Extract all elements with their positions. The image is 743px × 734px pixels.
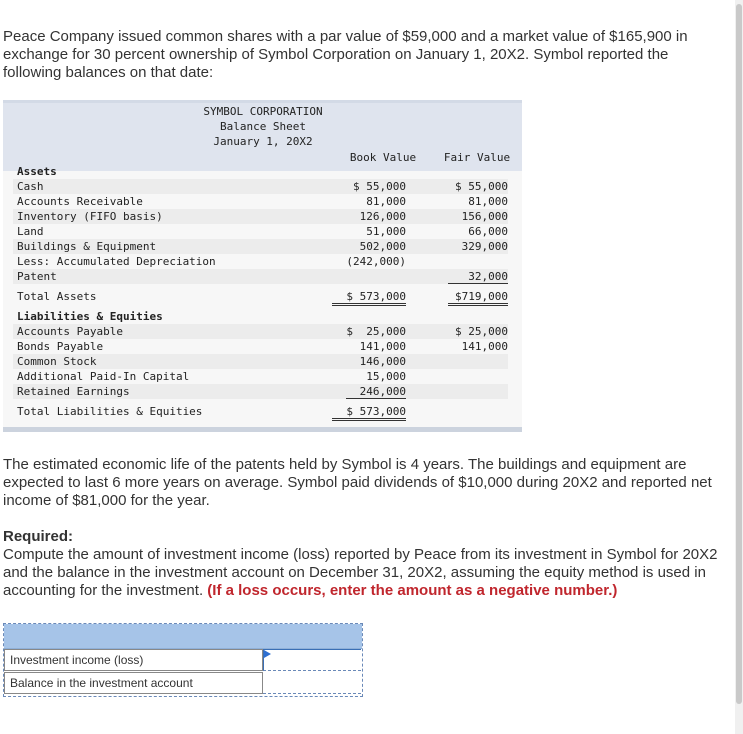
row-cash: Cash $ 55,000 $ 55,000: [13, 179, 508, 194]
investment-income-input[interactable]: [263, 649, 361, 671]
balance-sheet: [3, 100, 522, 432]
row-patent: Patent 32,000: [13, 269, 508, 284]
statement-date: January 1, 20X2: [213, 135, 313, 148]
balance-sheet-header: [3, 103, 522, 171]
vertical-scrollbar[interactable]: [735, 0, 743, 734]
investment-balance-input[interactable]: [263, 672, 361, 694]
required-heading: Required:: [3, 528, 74, 545]
answer-table-header: [4, 624, 362, 649]
input-pointer-icon: [264, 650, 271, 658]
row-bonds-payable: Bonds Payable 141,000 141,000: [17, 340, 508, 353]
required-text: Compute the amount of investment income (loss) reported by Peace from its investment in Symbol for 20X2 and the balance in the investment account on December 31, 20X2, assuming the equity method is used in accounting for the investment.: [3, 546, 718, 599]
answer-row-investment-balance: [4, 672, 362, 694]
row-accounts-payable: Accounts Payable $ 25,000 $ 25,000: [13, 324, 508, 339]
required-note: (If a loss occurs, enter the amount as a negative number.): [207, 582, 618, 599]
scrollbar-thumb[interactable]: [736, 4, 742, 704]
col-book-value: Book Value: [349, 151, 417, 164]
row-accounts-receivable: Accounts Receivable 81,000 81,000: [17, 195, 508, 208]
row-land: Land 51,000 66,000: [17, 225, 508, 238]
estimate-paragraph: The estimated economic life of the patents held by Symbol is 4 years. The buildings and equipment are expected to last 6 more years on average. Symbol paid dividends of $10,000 during 20X2 and reported net income of $81,000 for the year.: [3, 456, 712, 509]
investment-balance-label: Balance in the investment account: [4, 672, 263, 694]
required-paragraph: [3, 546, 729, 600]
row-additional-paid-in-capital: Additional Paid-In Capital 15,000: [17, 370, 406, 383]
row-retained-earnings: Retained Earnings 246,000: [13, 384, 508, 399]
statement-title: Balance Sheet: [219, 120, 307, 133]
row-total-assets: Total Assets $ 573,000 $719,000: [13, 289, 508, 304]
row-liabilities-heading: Liabilities & Equities: [17, 310, 163, 323]
row-common-stock: Common Stock 146,000: [13, 354, 508, 369]
row-buildings-equipment: Buildings & Equipment 502,000 329,000: [13, 239, 508, 254]
row-accumulated-depreciation: Less: Accumulated Depreciation (242,000): [17, 255, 406, 268]
row-inventory: Inventory (FIFO basis) 126,000 156,000: [13, 209, 508, 224]
problem-intro: Peace Company issued common shares with a par value of $59,000 and a market value of $165,900 in exchange for 30 percent ownership of Symbol Corporation on January 1, 20X2. Symbol reported the following balances on that date:: [3, 28, 688, 81]
answer-table: [3, 623, 363, 697]
col-fair-value: Fair Value: [443, 151, 511, 164]
answer-row-investment-income: [4, 649, 362, 671]
row-assets-heading: Assets: [17, 165, 57, 178]
row-total-liabilities-equities: Total Liabilities & Equities $ 573,000: [13, 404, 508, 419]
company-name: SYMBOL CORPORATION: [203, 105, 323, 118]
investment-income-label: Investment income (loss): [4, 649, 263, 671]
